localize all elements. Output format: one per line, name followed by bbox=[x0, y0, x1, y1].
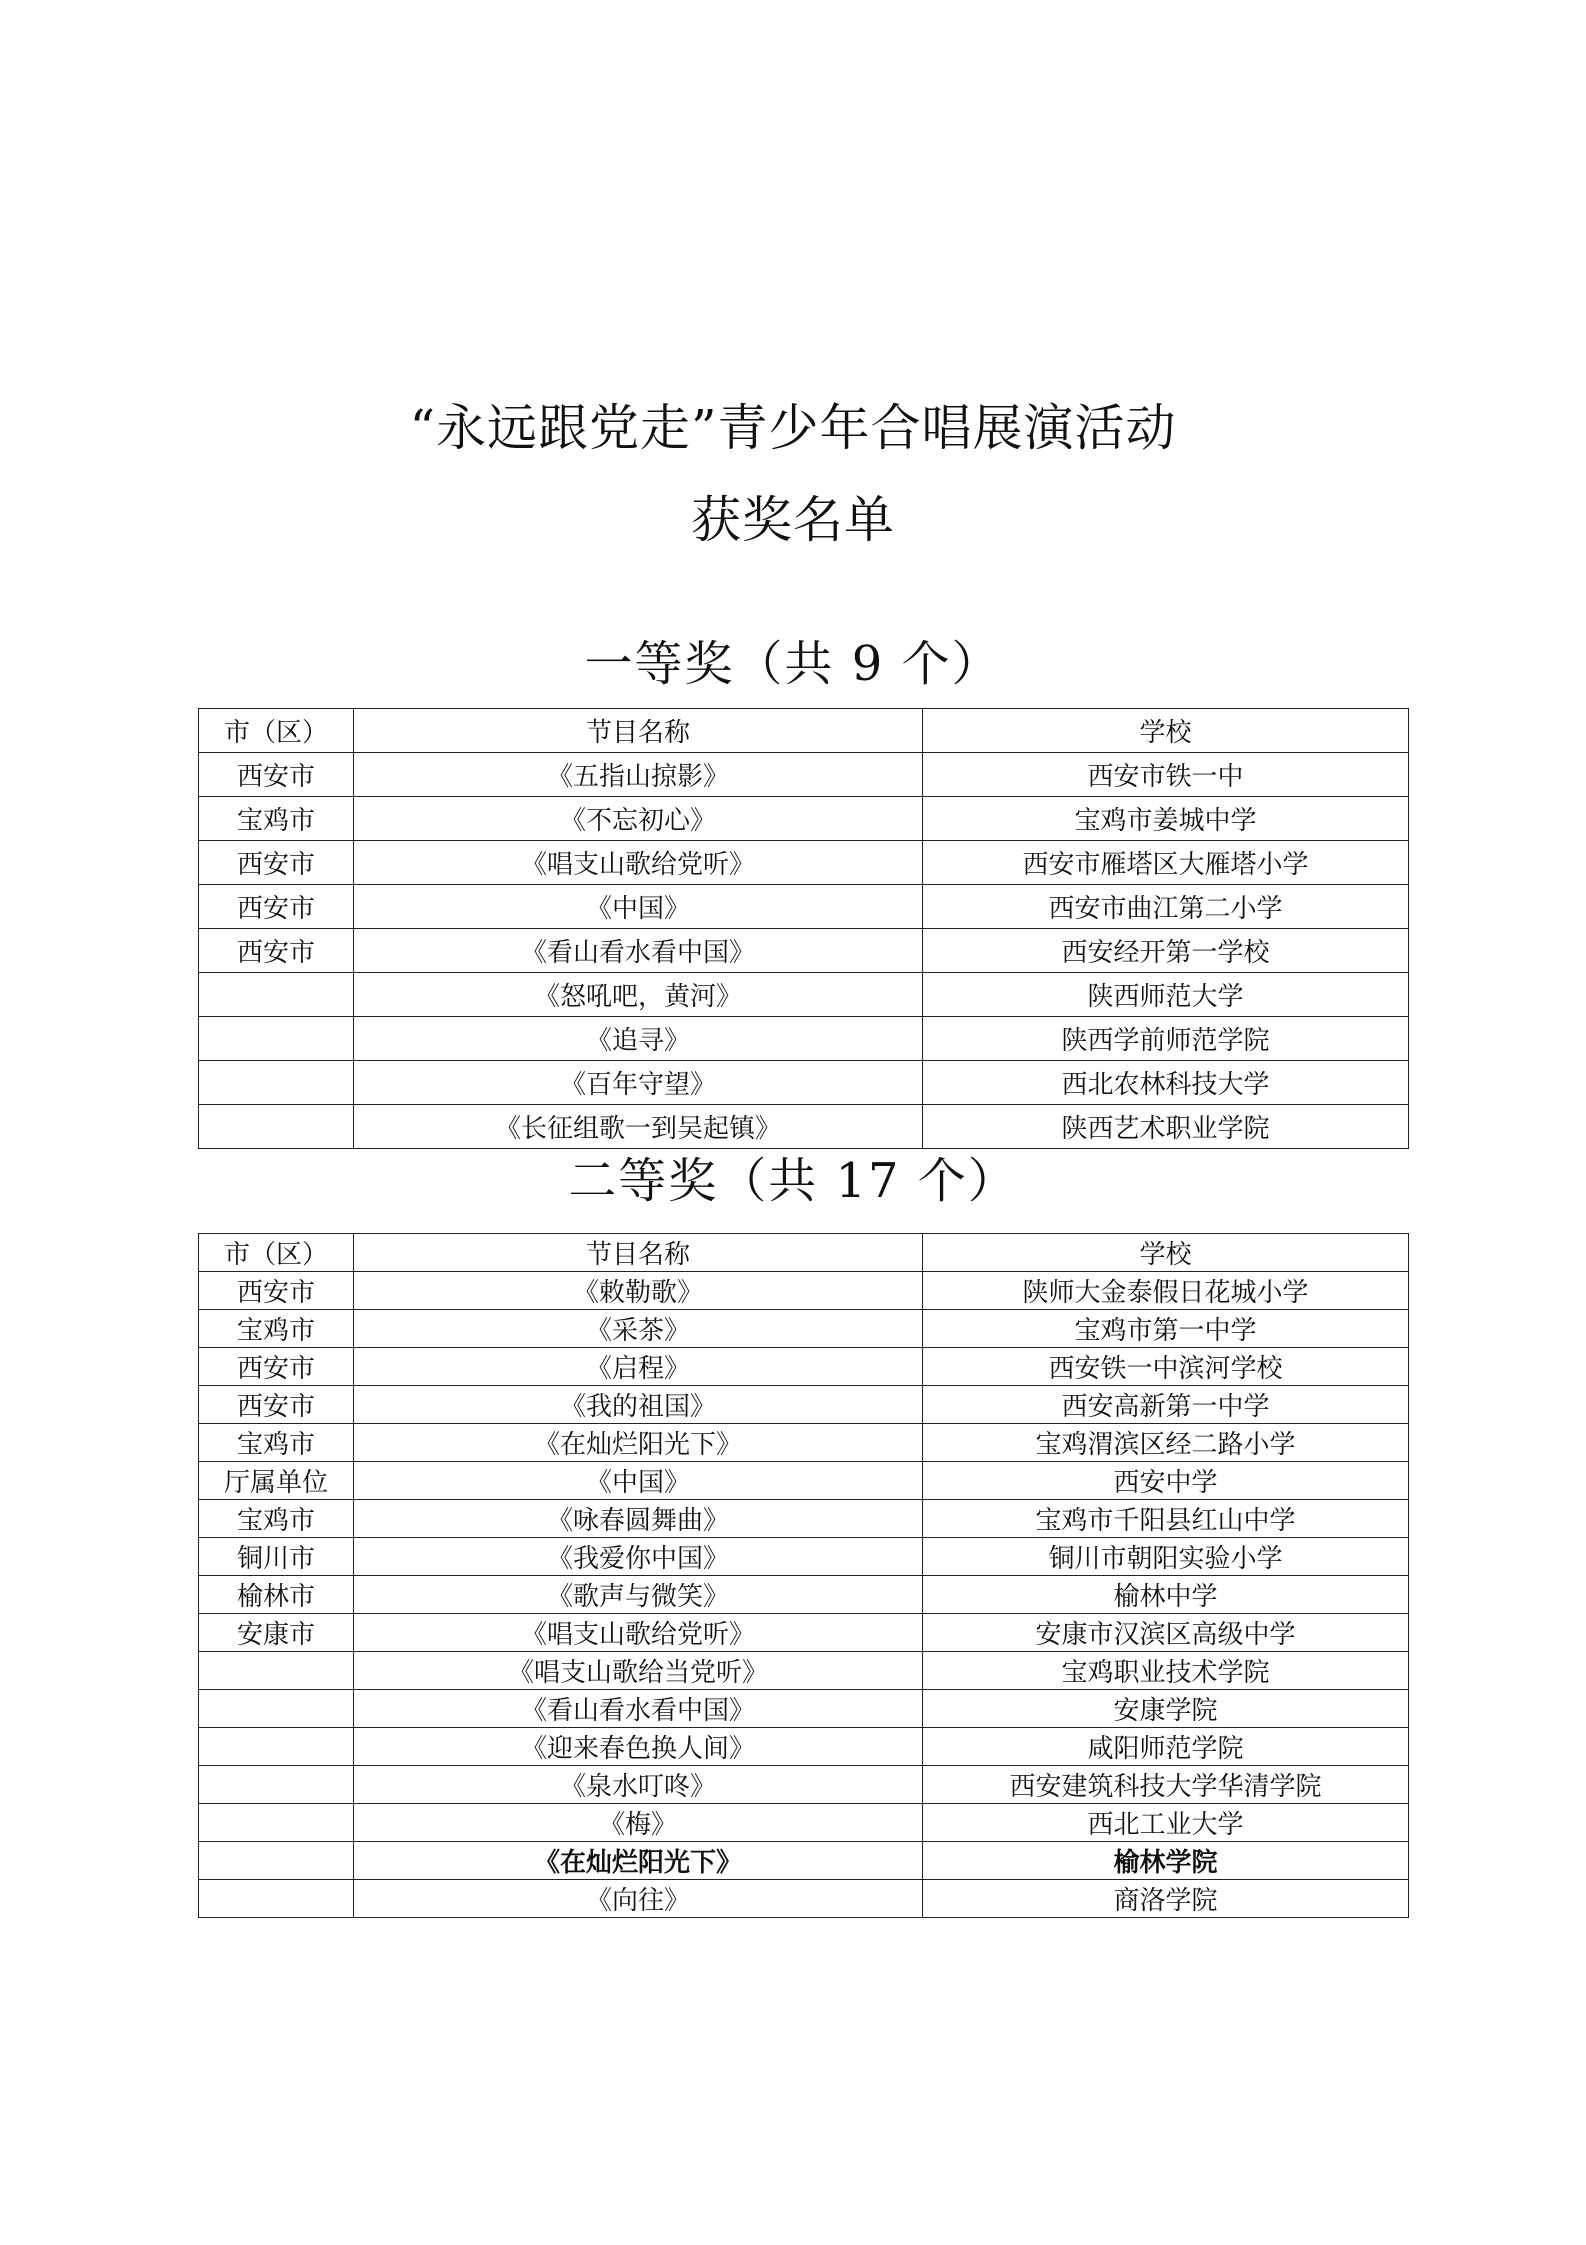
program-cell: 《敕勒歌》 bbox=[354, 1272, 923, 1310]
school-cell: 西安市曲江第二小学 bbox=[923, 885, 1409, 929]
table-row bbox=[199, 1576, 1409, 1614]
program-cell: 《看山看水看中国》 bbox=[354, 929, 923, 973]
school-cell: 榆林学院 bbox=[923, 1842, 1409, 1880]
table-row bbox=[199, 973, 1409, 1017]
first-prize-heading: 一等奖（共 9 个） bbox=[584, 636, 1002, 692]
school-cell: 西安铁一中滨河学校 bbox=[923, 1348, 1409, 1386]
table-row bbox=[199, 1272, 1409, 1310]
city-cell: 西安市 bbox=[199, 885, 354, 929]
program-cell: 《唱支山歌给党听》 bbox=[354, 1614, 923, 1652]
document-subtitle: 获奖名单 bbox=[691, 491, 895, 549]
table-header-row bbox=[199, 709, 1409, 753]
program-cell: 《在灿烂阳光下》 bbox=[354, 1842, 923, 1880]
city-cell bbox=[199, 1880, 354, 1918]
school-cell: 西安中学 bbox=[923, 1462, 1409, 1500]
program-cell: 《不忘初心》 bbox=[354, 797, 923, 841]
program-cell: 《唱支山歌给党听》 bbox=[354, 841, 923, 885]
city-cell bbox=[199, 1061, 354, 1105]
table-row bbox=[199, 1728, 1409, 1766]
city-cell bbox=[199, 1766, 354, 1804]
school-cell: 西安市铁一中 bbox=[923, 753, 1409, 797]
school-cell: 宝鸡职业技术学院 bbox=[923, 1652, 1409, 1690]
table-row bbox=[199, 929, 1409, 973]
header-program: 节目名称 bbox=[354, 709, 923, 753]
city-cell bbox=[199, 1804, 354, 1842]
program-cell: 《咏春圆舞曲》 bbox=[354, 1500, 923, 1538]
program-cell: 《我爱你中国》 bbox=[354, 1538, 923, 1576]
program-cell: 《我的祖国》 bbox=[354, 1386, 923, 1424]
header-city: 市（区） bbox=[199, 709, 354, 753]
school-cell: 西安高新第一中学 bbox=[923, 1386, 1409, 1424]
city-cell: 宝鸡市 bbox=[199, 1424, 354, 1462]
school-cell: 铜川市朝阳实验小学 bbox=[923, 1538, 1409, 1576]
table-row bbox=[199, 1538, 1409, 1576]
program-cell: 《五指山掠影》 bbox=[354, 753, 923, 797]
school-cell: 陕西学前师范学院 bbox=[923, 1017, 1409, 1061]
city-cell bbox=[199, 1690, 354, 1728]
table-row bbox=[199, 1424, 1409, 1462]
header-school: 学校 bbox=[923, 1234, 1409, 1272]
table-row bbox=[199, 1310, 1409, 1348]
table-row bbox=[199, 841, 1409, 885]
program-cell: 《梅》 bbox=[354, 1804, 923, 1842]
program-cell: 《百年守望》 bbox=[354, 1061, 923, 1105]
header-school: 学校 bbox=[923, 709, 1409, 753]
city-cell: 铜川市 bbox=[199, 1538, 354, 1576]
city-cell bbox=[199, 1017, 354, 1061]
school-cell: 陕西艺术职业学院 bbox=[923, 1105, 1409, 1149]
school-cell: 宝鸡市姜城中学 bbox=[923, 797, 1409, 841]
school-cell: 安康学院 bbox=[923, 1690, 1409, 1728]
table-row bbox=[199, 753, 1409, 797]
city-cell bbox=[199, 1105, 354, 1149]
first-prize-table bbox=[198, 708, 1409, 1149]
city-cell: 西安市 bbox=[199, 1386, 354, 1424]
school-cell: 咸阳师范学院 bbox=[923, 1728, 1409, 1766]
table-row bbox=[199, 1614, 1409, 1652]
program-cell: 《向往》 bbox=[354, 1880, 923, 1918]
program-cell: 《唱支山歌给当党听》 bbox=[354, 1652, 923, 1690]
table-row bbox=[199, 1804, 1409, 1842]
city-cell bbox=[199, 1842, 354, 1880]
program-cell: 《长征组歌一到吴起镇》 bbox=[354, 1105, 923, 1149]
table-row bbox=[199, 1880, 1409, 1918]
table-row bbox=[199, 1017, 1409, 1061]
document-title: “永远跟党走”青少年合唱展演活动 bbox=[409, 399, 1177, 457]
school-cell: 陕西师范大学 bbox=[923, 973, 1409, 1017]
city-cell: 西安市 bbox=[199, 1348, 354, 1386]
school-cell: 西安经开第一学校 bbox=[923, 929, 1409, 973]
city-cell: 宝鸡市 bbox=[199, 1310, 354, 1348]
school-cell: 商洛学院 bbox=[923, 1880, 1409, 1918]
table-row bbox=[199, 1386, 1409, 1424]
school-cell: 西北农林科技大学 bbox=[923, 1061, 1409, 1105]
school-cell: 宝鸡市第一中学 bbox=[923, 1310, 1409, 1348]
header-program: 节目名称 bbox=[354, 1234, 923, 1272]
program-cell: 《采茶》 bbox=[354, 1310, 923, 1348]
city-cell: 西安市 bbox=[199, 1272, 354, 1310]
program-cell: 《中国》 bbox=[354, 1462, 923, 1500]
school-cell: 宝鸡渭滨区经二路小学 bbox=[923, 1424, 1409, 1462]
table-row bbox=[199, 1500, 1409, 1538]
table-row bbox=[199, 1061, 1409, 1105]
table-row bbox=[199, 1690, 1409, 1728]
table-row bbox=[199, 1842, 1409, 1880]
table-row bbox=[199, 797, 1409, 841]
program-cell: 《启程》 bbox=[354, 1348, 923, 1386]
school-cell: 西安市雁塔区大雁塔小学 bbox=[923, 841, 1409, 885]
table-row bbox=[199, 1105, 1409, 1149]
city-cell bbox=[199, 1652, 354, 1690]
city-cell: 榆林市 bbox=[199, 1576, 354, 1614]
second-prize-table bbox=[198, 1233, 1409, 1918]
school-cell: 安康市汉滨区高级中学 bbox=[923, 1614, 1409, 1652]
program-cell: 《在灿烂阳光下》 bbox=[354, 1424, 923, 1462]
city-cell: 西安市 bbox=[199, 753, 354, 797]
table-row bbox=[199, 885, 1409, 929]
school-cell: 榆林中学 bbox=[923, 1576, 1409, 1614]
school-cell: 宝鸡市千阳县红山中学 bbox=[923, 1500, 1409, 1538]
school-cell: 西安建筑科技大学华清学院 bbox=[923, 1766, 1409, 1804]
school-cell: 陕师大金泰假日花城小学 bbox=[923, 1272, 1409, 1310]
header-city: 市（区） bbox=[199, 1234, 354, 1272]
second-prize-heading: 二等奖（共 17 个） bbox=[568, 1153, 1018, 1209]
table-row bbox=[199, 1766, 1409, 1804]
table-row bbox=[199, 1462, 1409, 1500]
program-cell: 《中国》 bbox=[354, 885, 923, 929]
city-cell bbox=[199, 973, 354, 1017]
program-cell: 《迎来春色换人间》 bbox=[354, 1728, 923, 1766]
city-cell: 宝鸡市 bbox=[199, 797, 354, 841]
city-cell: 宝鸡市 bbox=[199, 1500, 354, 1538]
city-cell bbox=[199, 1728, 354, 1766]
city-cell: 厅属单位 bbox=[199, 1462, 354, 1500]
city-cell: 西安市 bbox=[199, 841, 354, 885]
program-cell: 《歌声与微笑》 bbox=[354, 1576, 923, 1614]
table-row bbox=[199, 1652, 1409, 1690]
program-cell: 《怒吼吧，黄河》 bbox=[354, 973, 923, 1017]
city-cell: 西安市 bbox=[199, 929, 354, 973]
program-cell: 《看山看水看中国》 bbox=[354, 1690, 923, 1728]
table-header-row bbox=[199, 1234, 1409, 1272]
school-cell: 西北工业大学 bbox=[923, 1804, 1409, 1842]
program-cell: 《追寻》 bbox=[354, 1017, 923, 1061]
table-row bbox=[199, 1348, 1409, 1386]
program-cell: 《泉水叮咚》 bbox=[354, 1766, 923, 1804]
city-cell: 安康市 bbox=[199, 1614, 354, 1652]
